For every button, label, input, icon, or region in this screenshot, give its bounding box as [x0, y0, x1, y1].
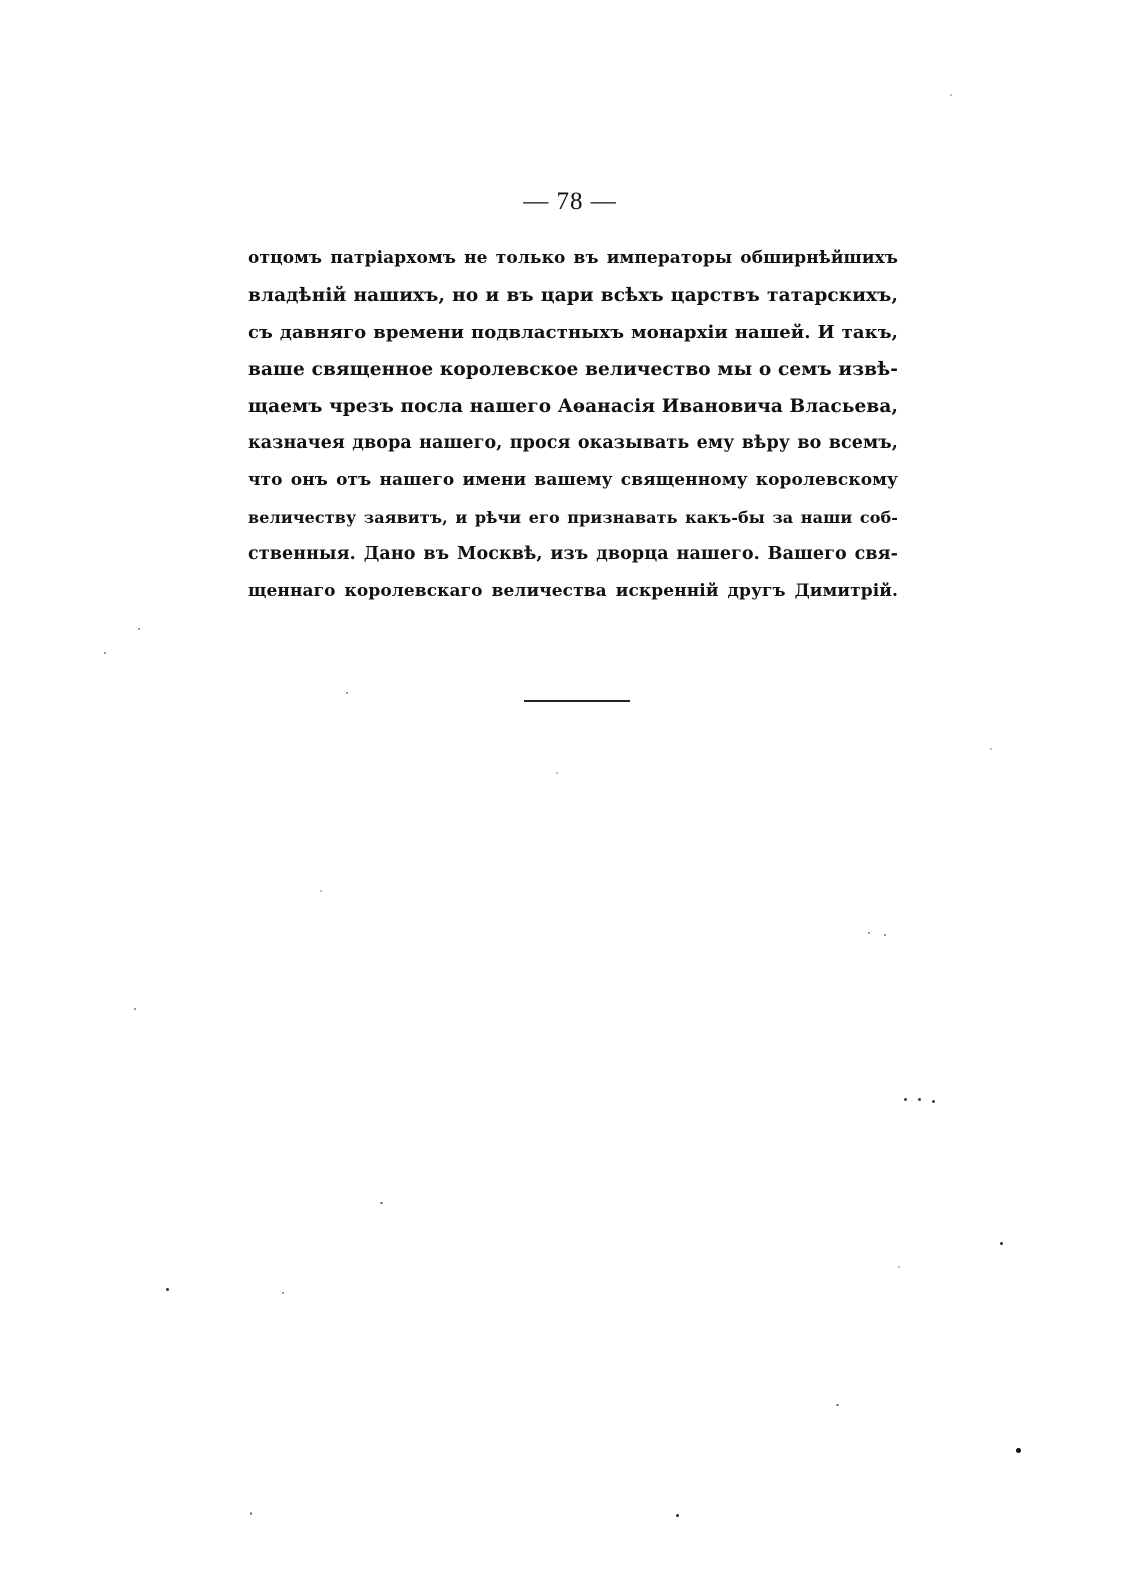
end-rule	[524, 700, 630, 702]
scan-speck	[1000, 1242, 1003, 1245]
scan-speck	[166, 1288, 169, 1291]
text-line: съ давняго времени подвластныхъ монархіи нашей. И такъ,	[248, 322, 898, 343]
scan-speck	[380, 1202, 383, 1204]
page-number: — 78 —	[523, 188, 617, 215]
scan-speck	[918, 1098, 921, 1101]
scan-speck	[898, 1266, 900, 1268]
scan-speck	[556, 772, 558, 774]
scan-speck	[346, 692, 348, 694]
text-line: величеству заявитъ, и рѣчи его признавать какъ-бы за наши соб-	[248, 508, 898, 527]
text-line: казначея двора нашего, прося оказывать ему вѣру во всемъ,	[248, 433, 898, 453]
text-line: отцомъ патріархомъ не только въ императоры обширнѣйшихъ	[248, 248, 898, 268]
scan-speck	[904, 1098, 907, 1101]
text-line: щеннаго королевскаго величества искренній другъ Димитрій.	[248, 581, 898, 601]
scan-speck	[250, 1512, 252, 1515]
scan-speck	[282, 1292, 284, 1294]
scan-speck	[676, 1514, 679, 1517]
scan-speck	[932, 1100, 935, 1103]
text-line: ваше священное королевское величество мы о семъ извѣ-	[248, 359, 898, 380]
scan-speck	[836, 1404, 839, 1406]
text-line: щаемъ чрезъ посла нашего Аѳанасія Ивановича Власьева,	[248, 396, 898, 417]
text-line: что онъ отъ нашего имени вашему священному королевскому	[248, 470, 898, 490]
scan-speck	[868, 932, 870, 934]
scan-speck	[134, 1008, 136, 1010]
scan-speck	[950, 94, 952, 96]
scan-speck	[1016, 1448, 1021, 1453]
text-line: ственныя. Дано въ Москвѣ, изъ дворца нашего. Вашего свя-	[248, 544, 898, 564]
scan-speck	[884, 934, 886, 936]
text-line: владѣній нашихъ, но и въ цари всѣхъ царствъ татарскихъ,	[248, 285, 898, 306]
scan-speck	[320, 890, 322, 892]
body-text	[248, 240, 898, 610]
scan-speck	[104, 652, 106, 654]
scan-speck	[138, 628, 140, 630]
scan-speck	[990, 748, 992, 750]
